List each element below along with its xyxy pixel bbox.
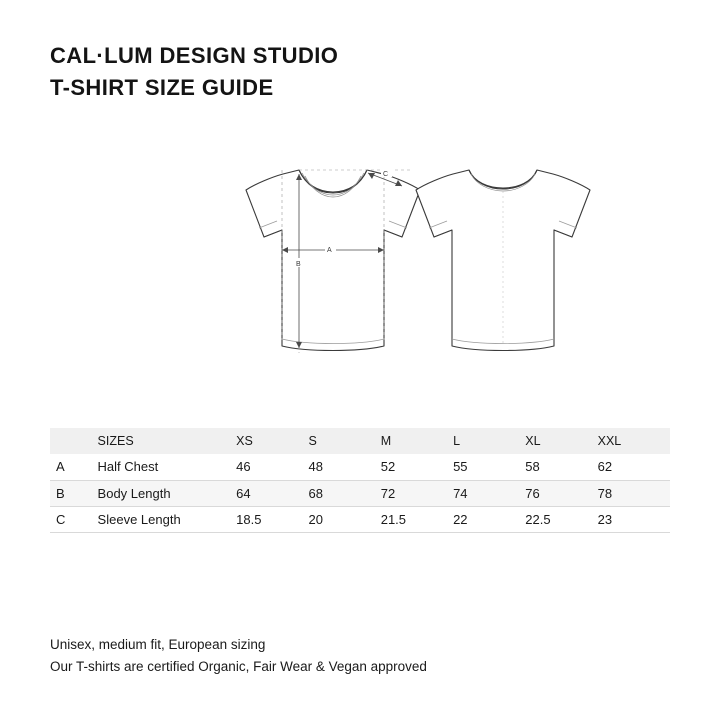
footer-line-1: Unisex, medium fit, European sizing [50,637,266,652]
half-chest-xs: 46 [236,459,251,475]
row-label-sleeve-length: Sleeve Length [97,511,181,527]
row-label-body-length: Body Length [97,485,171,501]
sleeve-length-xl: 22.5 [525,511,551,527]
title-line-2: T-SHIRT SIZE GUIDE [50,74,274,100]
body-length-l: 74 [453,485,468,501]
marker-b-label: B [296,261,301,268]
sleeve-length-m: 21.5 [380,511,407,527]
marker-c-label: C [383,171,389,178]
header-size-m: M [380,434,392,448]
body-length-xs: 64 [236,485,251,501]
half-chest-m: 52 [380,459,396,475]
tshirt-diagram [50,140,670,390]
header-sizes-label: SIZES [97,434,134,448]
footer-line-2: Our T-shirts are certified Organic, Fair Wear & Vegan approved [50,659,427,675]
header-size-l: L [453,434,461,448]
table-row [50,454,670,480]
header-size-xxl: XXL [597,434,622,448]
sleeve-length-l: 22 [453,511,468,527]
half-chest-s: 48 [308,459,323,475]
size-table-container [50,428,670,533]
body-length-xl: 76 [525,485,540,501]
title-line-1: CAL·LUM DESIGN STUDIO [50,43,339,68]
body-length-m: 72 [380,485,396,501]
row-key-c: C [56,511,66,527]
tshirt-technical-drawing [50,140,670,390]
front-tshirt-illustration [246,170,420,351]
back-tshirt-illustration [416,170,590,351]
row-key-a: A [56,459,65,475]
header-size-s: S [308,434,317,448]
sleeve-length-s: 20 [308,511,323,527]
sleeve-length-xs: 18.5 [236,511,262,527]
body-length-s: 68 [308,485,323,501]
footer-notes [50,634,670,679]
size-table [50,428,670,533]
table-row [50,480,670,506]
half-chest-xl: 58 [525,459,540,475]
sleeve-length-xxl: 23 [597,511,613,527]
body-length-xxl: 78 [597,485,613,501]
table-row [50,506,670,532]
header-size-xs: XS [236,434,253,448]
header-key-cell [50,428,98,454]
page-title [50,40,670,104]
row-key-b: B [56,485,65,501]
marker-a-label: A [327,247,332,254]
table-header-row [50,428,670,454]
half-chest-xxl: 62 [597,459,613,475]
header-size-xl: XL [525,434,541,448]
half-chest-l: 55 [453,459,468,475]
row-label-half-chest: Half Chest [97,459,159,475]
